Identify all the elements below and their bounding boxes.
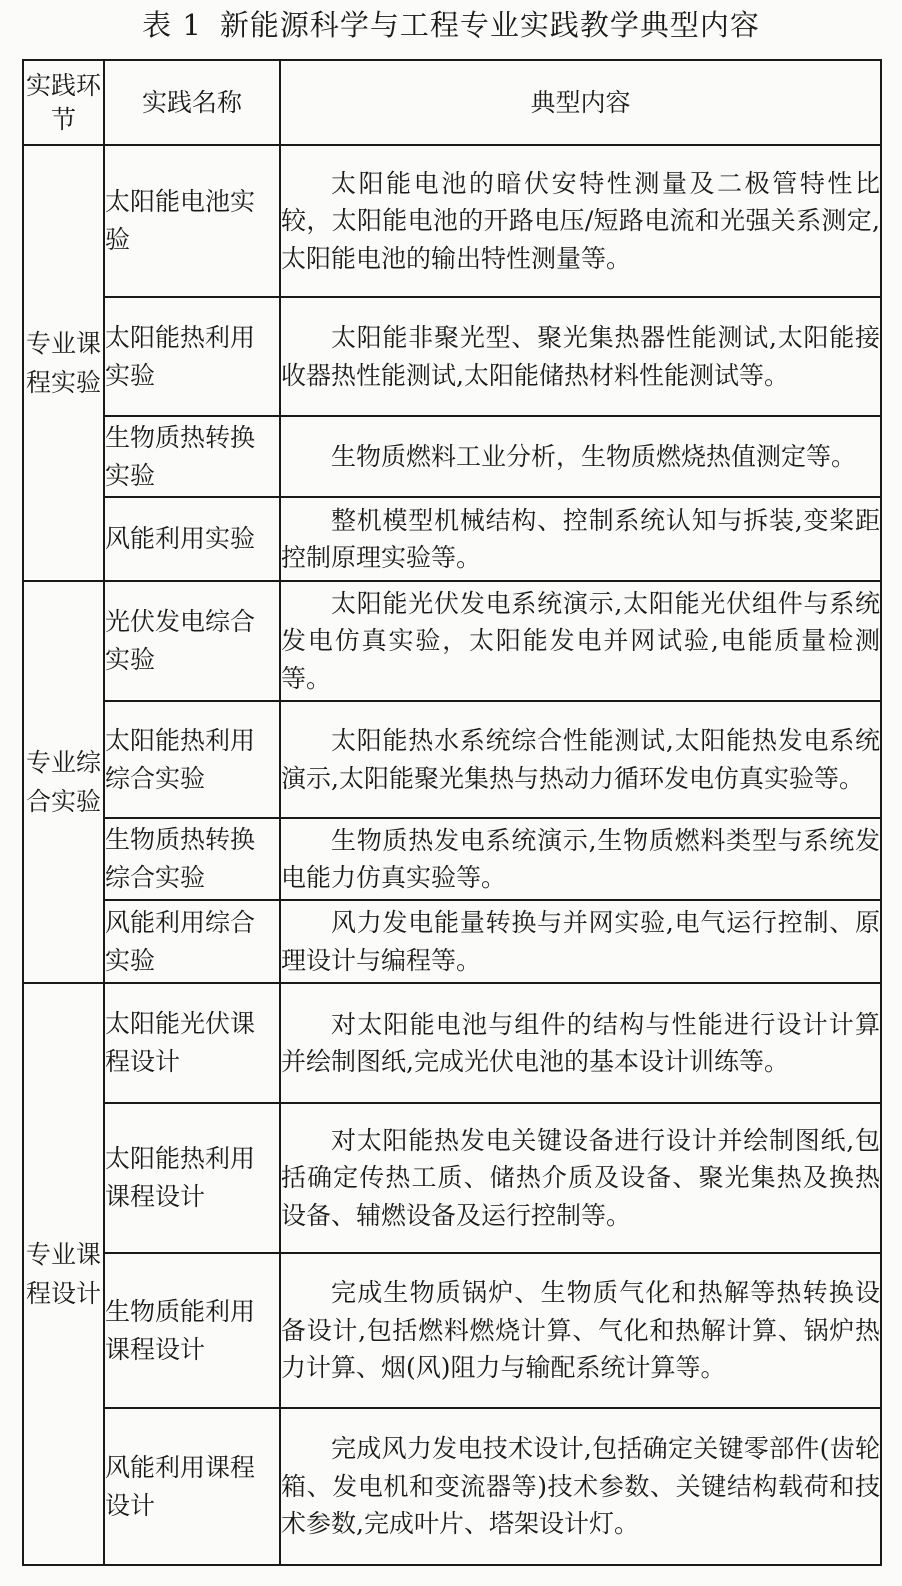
header-row [23,60,881,145]
content-text: 风力发电能量转换与并网实验,电气运行控制、原理设计与编程等。 [281,908,880,975]
segment-cell: 专业综合实验 [23,581,104,983]
content-text: 生物质燃料工业分析，生物质燃烧热值测定等。 [331,441,857,471]
content-cell [280,900,881,983]
table-row [23,145,881,297]
table-title-text: 新能源科学与工程专业实践教学典型内容 [219,8,760,42]
content-cell [280,497,881,581]
content-text: 生物质热发电系统演示,生物质燃料类型与系统发电能力仿真实验等。 [281,825,880,892]
content-text: 太阳能电池的暗伏安特性测量及二极管特性比较，太阳能电池的开路电压/短路电流和光强关系测定,太阳能电池的输出特性测量等。 [281,168,880,273]
content-text: 对太阳能电池与组件的结构与性能进行设计计算并绘制图纸,完成光伏电池的基本设计训练等。 [281,1009,880,1076]
practice-name-cell: 风能利用课程设计 [104,1408,280,1565]
header-content: 典型内容 [280,60,881,145]
content-text: 太阳能光伏发电系统演示,太阳能光伏组件与系统发电仿真实验，太阳能发电并网试验,电能质量检测等。 [281,588,880,693]
content-text: 完成生物质锅炉、生物质气化和热解等热转换设备设计,包括燃料燃烧计算、气化和热解计算、锅炉热力计算、烟(风)阻力与输配系统计算等。 [281,1278,880,1383]
table-title [0,2,902,54]
practice-name-cell: 太阳能光伏课程设计 [104,983,280,1103]
content-cell [280,818,881,900]
content-text: 太阳能非聚光型、聚光集热器性能测试,太阳能接收器热性能测试,太阳能储热材料性能测试等。 [281,323,880,390]
practice-name-cell: 光伏发电综合实验 [104,581,280,701]
content-cell [280,416,881,497]
content-text: 整机模型机械结构、控制系统认知与拆装,变桨距控制原理实验等。 [281,505,880,572]
content-text: 太阳能热水系统综合性能测试,太阳能热发电系统演示,太阳能聚光集热与热动力循环发电仿真实验等。 [281,726,880,793]
table-row [23,818,881,900]
content-cell [280,581,881,701]
table-row [23,900,881,983]
practice-name-cell: 风能利用实验 [104,497,280,581]
table-row [23,1103,881,1253]
content-cell [280,1253,881,1408]
table-row [23,581,881,701]
header-segment: 实践环节 [23,60,104,145]
practice-name-cell: 生物质热转换综合实验 [104,818,280,900]
practice-name-cell: 太阳能热利用综合实验 [104,701,280,818]
practice-name-cell: 风能利用综合实验 [104,900,280,983]
table-row [23,1253,881,1408]
practice-name-cell: 太阳能热利用课程设计 [104,1103,280,1253]
practice-content-table [22,59,882,1566]
practice-name-cell: 太阳能电池实验 [104,145,280,297]
practice-name-cell: 生物质热转换实验 [104,416,280,497]
content-cell [280,701,881,818]
table-row [23,1408,881,1565]
content-text: 对太阳能热发电关键设备进行设计并绘制图纸,包括确定传热工质、储热介质及设备、聚光集热及换热设备、辅燃设备及运行控制等。 [281,1125,880,1230]
table-row [23,297,881,416]
header-name: 实践名称 [104,60,280,145]
content-cell [280,1103,881,1253]
content-cell [280,145,881,297]
table-row [23,983,881,1103]
table-row [23,497,881,581]
table-row [23,701,881,818]
content-cell [280,983,881,1103]
practice-name-cell: 太阳能热利用实验 [104,297,280,416]
content-cell [280,297,881,416]
content-cell [280,1408,881,1565]
segment-cell: 专业课程设计 [23,983,104,1565]
segment-cell: 专业课程实验 [23,145,104,581]
table-row [23,416,881,497]
table-title-number: 表 1 [142,8,202,42]
content-text: 完成风力发电技术设计,包括确定关键零部件(齿轮箱、发电机和变流器等)技术参数、关键结构载荷和技术参数,完成叶片、塔架设计灯。 [281,1434,880,1539]
practice-name-cell: 生物质能利用课程设计 [104,1253,280,1408]
